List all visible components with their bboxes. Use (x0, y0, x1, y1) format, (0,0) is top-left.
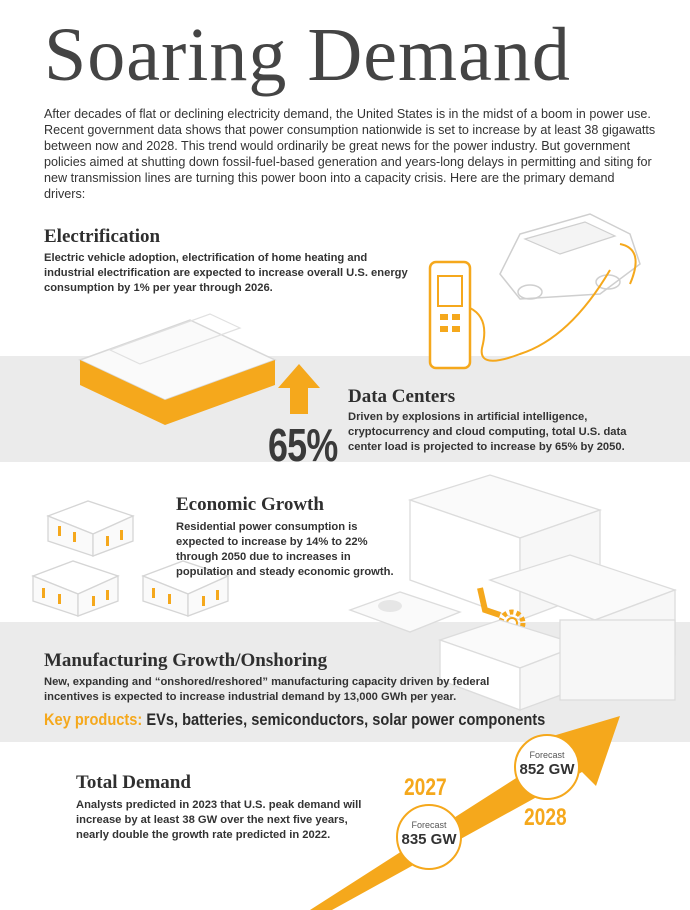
forecast-bubble-2027 (396, 804, 462, 870)
forecast-year-2027: 2027 (404, 774, 447, 801)
forecast-value: 835 GW (401, 831, 457, 848)
data-center-building-icon (70, 300, 280, 430)
forecast-year-2028: 2028 (524, 804, 567, 831)
data-centers-stat: 65% (268, 419, 338, 471)
total-demand-heading: Total Demand (76, 772, 191, 793)
forecast-value: 852 GW (519, 761, 575, 778)
growth-arrow-icon (310, 716, 620, 910)
total-demand-body: Analysts predicted in 2023 that U.S. peak demand will increase by at least 38 GW over the next five years, nearly double the growth rate predicted in 2022. (76, 799, 362, 841)
intro-paragraph: After decades of flat or declining electricity demand, the United States is in the midst of a boom in power use. Recent government data shows that power consumption nationwide is set to increase by at least 38 gigawatts between now and 2028. This trend would ordinarily be great news for the power industry. But government policies aimed at shutting down fossil-fuel-based generation and years-long delays in permitting and siting for new transmission lines are turning this power boon into a capacity crisis. Here are the primary demand drivers: (44, 107, 656, 201)
forecast-label: Forecast (529, 750, 565, 760)
economic-growth-body: Residential power consumption is expected to increase by 14% to 22% through 2050 due to increases in population and steady economic growth. (176, 521, 394, 578)
electrification-heading: Electrification (44, 226, 161, 247)
forecast-label: Forecast (411, 820, 447, 830)
key-products-list: EVs, batteries, semiconductors, solar power components (146, 710, 546, 729)
page-title: Soaring Demand (44, 13, 571, 97)
forecast-bubble-2028 (514, 734, 580, 800)
manufacturing-body: New, expanding and “onshored/reshored” manufacturing capacity driven by federal incentives is expected to increase industrial demand by 13,000 GWh per year. (44, 676, 490, 703)
data-centers-body: Driven by explosions in artificial intelligence, cryptocurrency and cloud computing, total U.S. data center load is projected to increase by 65% by 2050. (348, 411, 627, 453)
data-centers-heading: Data Centers (348, 386, 456, 407)
manufacturing-heading: Manufacturing Growth/Onshoring (44, 650, 328, 671)
key-products-label: Key products: (44, 710, 143, 729)
economic-growth-heading: Economic Growth (176, 494, 324, 515)
electrification-body: Electric vehicle adoption, electrification of home heating and industrial electrification are expected to increase overall U.S. energy consumption by 1% per year through 2026. (44, 252, 408, 294)
up-arrow-icon (278, 364, 320, 414)
ev-charger-icon (420, 258, 620, 378)
